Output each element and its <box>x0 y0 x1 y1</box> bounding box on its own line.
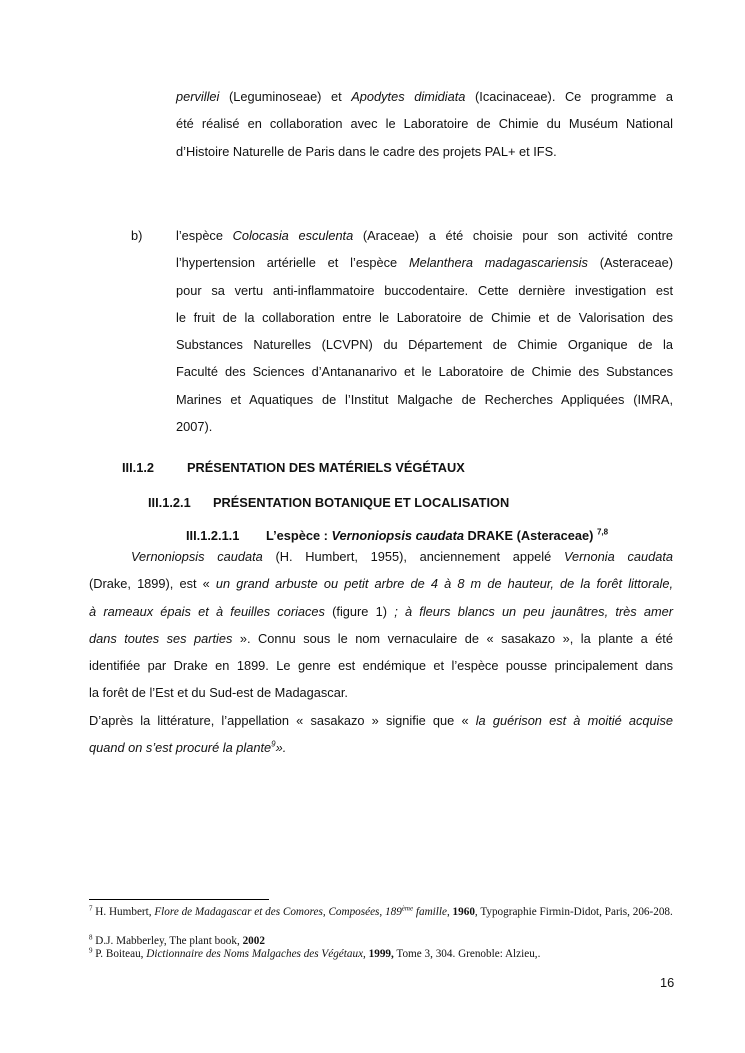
text-line <box>176 222 673 249</box>
text-run: le fruit de la collaboration entre le Laboratoire de Chimie et de Valorisation des <box>176 309 673 325</box>
text-line <box>89 734 673 761</box>
heading-number-h2: III.1.2 <box>122 460 155 475</box>
text-run: (figure 1) <box>324 603 395 619</box>
text-run: Vernoniopsis caudata <box>331 528 464 543</box>
superscript: 7 <box>89 904 93 913</box>
heading-number-h3: III.1.2.1 <box>148 495 191 510</box>
text-line <box>89 570 673 597</box>
superscript: 8 <box>89 933 93 942</box>
text-run: identifiée par Drake en 1899. Le genre est endémique et l’espèce pousse principalement dans <box>89 658 673 674</box>
footnote-7 <box>89 906 674 919</box>
text-run: pervillei <box>176 89 220 104</box>
text-line <box>176 413 673 440</box>
text-run: été réalisé en collaboration avec le Laboratoire de Chimie du Muséum National <box>176 116 673 132</box>
heading-h4 <box>266 528 608 543</box>
text-run: H. Humbert, <box>92 906 155 918</box>
text-line <box>176 277 673 304</box>
text-line <box>176 304 673 331</box>
text-line <box>176 331 673 358</box>
text-line <box>89 543 673 570</box>
text-run: 2002 <box>242 935 265 947</box>
text-run: ». <box>275 740 287 756</box>
text-run: la forêt de l’Est et du Sud-est de Madagascar. <box>89 685 348 701</box>
text-line <box>176 386 673 413</box>
text-run: (Drake, 1899), est « <box>89 576 216 592</box>
text-run: (Leguminoseae) et <box>219 89 352 104</box>
text-line <box>89 652 673 679</box>
footnote-9 <box>89 948 674 961</box>
text-run: L’espèce : <box>266 528 332 543</box>
text-run: (Asteraceae) <box>587 255 673 271</box>
text-run: Vernoniopsis caudata <box>131 549 263 564</box>
text-run: D.J. Mabberley, The plant book, <box>92 935 243 947</box>
text-run: DRAKE (Asteraceae) <box>463 528 597 543</box>
text-run: l’hypertension artérielle et l’espèce <box>176 255 409 271</box>
text-line <box>176 83 673 110</box>
text-run: ». Connu sous le nom vernaculaire de « sasakazo », la plante a été <box>232 630 673 646</box>
text-run: Marines et Aquatiques de l’Institut Malgache de Recherches Appliquées (IMRA, <box>176 391 673 407</box>
text-run: quand on s’est procuré la plante <box>89 740 272 756</box>
page-number: 16 <box>660 975 675 990</box>
text-run: pour sa vertu anti-inflammatoire buccodentaire. Cette dernière investigation est <box>176 282 673 298</box>
text-run: Apodytes dimidiata <box>351 89 466 104</box>
superscript: ème <box>401 904 414 913</box>
text-run: (Icacinaceae). Ce programme a <box>465 89 673 104</box>
text-run: (H. Humbert, 1955), anciennement appelé <box>262 549 564 564</box>
paragraph-item-b <box>176 222 673 440</box>
text-run: , <box>446 906 453 918</box>
paragraph-programme <box>176 83 673 165</box>
text-run: Flore de Madagascar et des Comores, Composées, 189 <box>154 906 402 918</box>
text-run: (Araceae) a été choisie pour son activité contre <box>353 228 673 243</box>
text-run: ; à fleurs blancs un peu jaunâtres, très amer <box>394 603 673 619</box>
text-run: Dictionnaire des Noms Malgaches des Végétaux, <box>146 948 366 960</box>
text-run: 1960 <box>452 906 475 918</box>
text-run: l’espèce <box>176 228 233 243</box>
text-line <box>89 707 673 734</box>
text-run: la guérison est à moitié acquise <box>475 712 673 728</box>
text-line <box>89 625 673 652</box>
text-run: Colocasia esculenta <box>232 228 354 243</box>
superscript: 9 <box>89 946 93 955</box>
text-run: 1999, <box>368 948 394 960</box>
text-run: Vernonia caudata <box>563 549 673 564</box>
text-run: à rameaux épais et à feuilles coriaces <box>89 603 325 619</box>
text-run: dans toutes ses parties <box>89 630 233 646</box>
text-run: Substances Naturelles (LCVPN) du Département de Chimie Organique de la <box>176 337 673 353</box>
heading-number-h4: III.1.2.1.1 <box>186 528 240 543</box>
footnote-separator <box>89 899 269 900</box>
text-run: Faculté des Sciences d’Antananarivo et le Laboratoire de Chimie des Substances <box>176 364 673 380</box>
text-line <box>176 249 673 276</box>
text-line <box>176 110 673 137</box>
text-run: , Typographie Firmin-Didot, Paris, 206-208. <box>474 906 673 918</box>
text-line <box>89 679 673 706</box>
text-line <box>89 598 673 625</box>
heading-h3: PRÉSENTATION BOTANIQUE ET LOCALISATION <box>213 495 510 510</box>
text-run: D’après la littérature, l’appellation « sasakazo » signifie que « <box>89 712 476 728</box>
text-run: Tome 3, 304. Grenoble: Alzieu,. <box>393 948 541 960</box>
heading-h2: PRÉSENTATION DES MATÉRIELS VÉGÉTAUX <box>187 460 465 475</box>
footnote-8 <box>89 935 674 948</box>
text-run: Melanthera madagascariensis <box>408 255 588 271</box>
text-run: 2007). <box>176 419 213 435</box>
text-run: d’Histoire Naturelle de Paris dans le cadre des projets PAL+ et IFS. <box>176 143 557 159</box>
text-run: famille <box>413 906 447 918</box>
text-run: un grand arbuste ou petit arbre de 4 à 8 m de hauteur, de la forêt littorale, <box>215 576 673 592</box>
list-label-b: b) <box>131 228 143 243</box>
text-run: P. Boiteau, <box>92 948 147 960</box>
text-line <box>176 138 673 165</box>
superscript: 7,8 <box>596 527 609 537</box>
text-line <box>176 358 673 385</box>
paragraph-vernoniopsis <box>89 543 673 761</box>
superscript: 9 <box>271 739 276 749</box>
